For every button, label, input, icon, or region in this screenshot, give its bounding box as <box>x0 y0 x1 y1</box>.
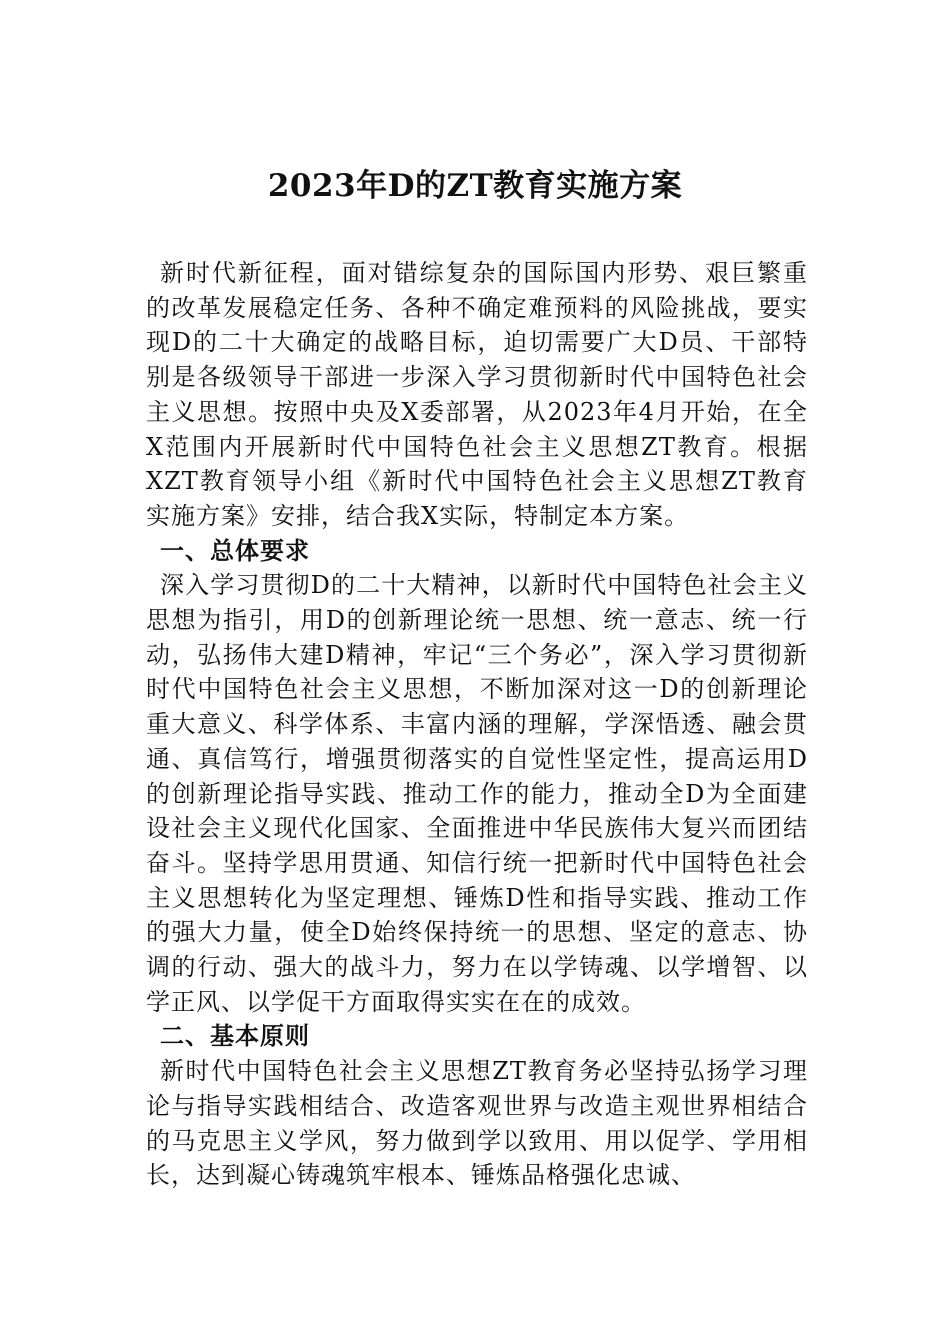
document-title: 2023年D的ZT教育实施方案 <box>267 168 683 204</box>
section-paragraph-general-requirements: 深入学习贯彻D的二十大精神，以新时代中国特色社会主义思想为指引，用D的创新理论统一思想、统一意志、统一行动，弘扬伟大建D精神，牢记“三个务必”，深入学习贯彻新时代中国特色社会主义思想，不断加深对这一D的创新理论重大意义、科学体系、丰富内涵的理解，学深悟透、融会贯通、真信笃行，增强贯彻落实的自觉性坚定性，提高运用D的创新理论指导实践、推动工作的能力，推动全D为全面建设社会主义现代化国家、全面推进中华民族伟大复兴而团结奋斗。坚持学思用贯通、知信行统一把新时代中国特色社会主义思想转化为坚定理想、锤炼D性和指导实践、推动工作的强大力量，使全D始终保持统一的思想、坚定的意志、协调的行动、强大的战斗力，努力在以学铸魂、以学增智、以学正风、以学促干方面取得实实在在的成效。 <box>146 571 808 1016</box>
intro-paragraph: 新时代新征程，面对错综复杂的国际国内形势、艰巨繁重的改革发展稳定任务、各种不确定难预料的风险挑战，要实现D的二十大确定的战略目标，迫切需要广大D员、干部特别是各级领导干部进一步深入学习贯彻新时代中国特色社会主义思想。按照中央及X委部署，从2023年4月开始，在全X范围内开展新时代中国特色社会主义思想ZT教育。根据XZT教育领导小组《新时代中国特色社会主义思想ZT教育实施方案》安排，结合我X实际，特制定本方案。 <box>146 259 808 530</box>
section-heading-basic-principles: 二、基本原则 <box>160 1022 310 1051</box>
section-heading-general-requirements: 一、总体要求 <box>160 536 310 565</box>
document-body <box>146 256 808 1193</box>
section-paragraph-basic-principles: 新时代中国特色社会主义思想ZT教育务必坚持弘扬学习理论与指导实践相结合、改造客观世界与改造主观世界相结合的马克思主义学风，努力做到学以致用、用以促学、学用相长，达到凝心铸魂筑牢根本、锤炼品格强化忠诚、 <box>146 1057 808 1190</box>
